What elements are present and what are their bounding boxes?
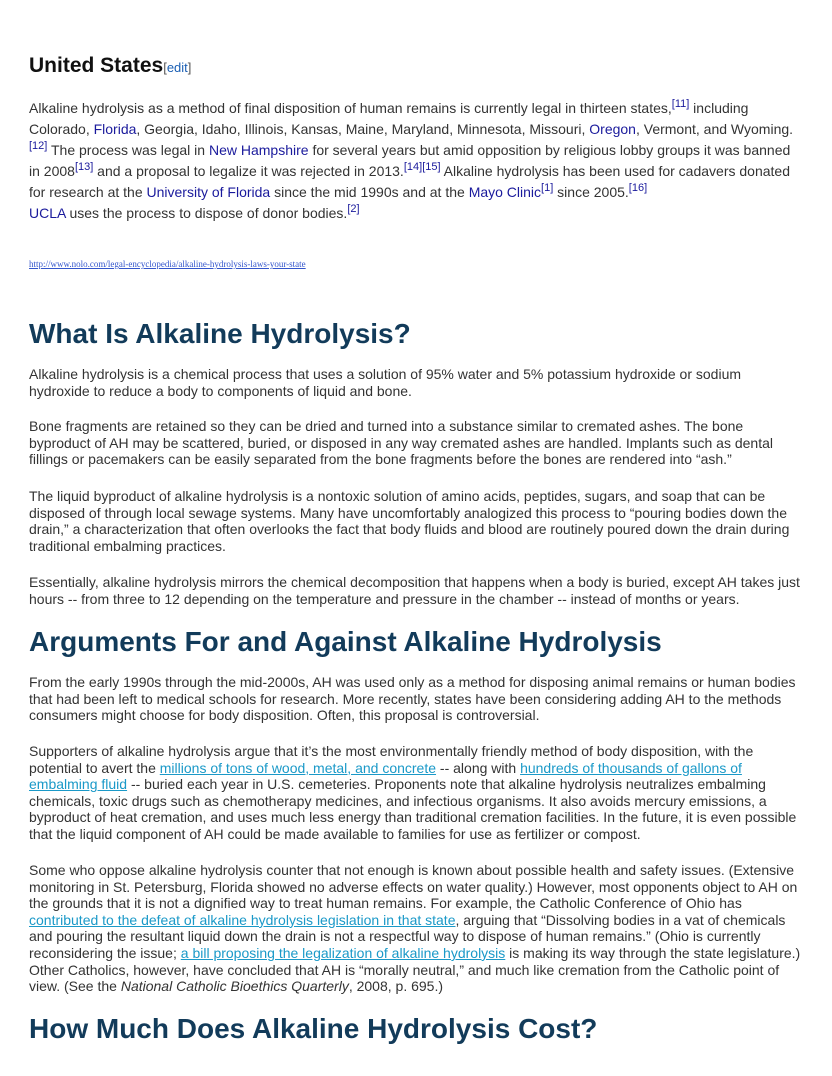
citation-14[interactable]: [14] xyxy=(403,161,423,173)
args-paragraph-1: From the early 1990s through the mid-2000s, AH was used only as a method for disposing animal remains or human bodies that had been left to medical schools for research. More recently, states have been considering adding AH to the methods consumers might choose for body disposition. Often, this proposal is controversial. xyxy=(29,674,796,724)
what-paragraph-2: Bone fragments are retained so they can be dried and turned into a substance similar to cremated ashes. The bone byproduct of AH may be scattered, buried, or disposed in any way cremated ashes are handled. Implants such as dental fillings or pacemakers can be easily separated from the bone fragments before the bones are rendered into “ash.” xyxy=(29,418,773,468)
what-paragraph-4: Essentially, alkaline hydrolysis mirrors the chemical decomposition that happens when a body is buried, except AH takes just hours -- from three to 12 depending on the temperature and pressure in the chamber -- instead of months or years. xyxy=(29,574,800,607)
citation-15[interactable]: [15] xyxy=(422,161,441,173)
link-millions-of-tons[interactable]: millions of tons of wood, metal, and concrete xyxy=(159,759,437,776)
journal-title: National Catholic Bioethics Quarterly xyxy=(120,978,349,995)
link-ucla[interactable]: UCLA xyxy=(29,205,66,221)
united-states-paragraph: Alkaline hydrolysis as a method of final disposition of human remains is currently legal in thirteen states,[11] including Colorado, Florida, Georgia, Idaho, Illinois, Kansas, Maine, Maryland, Minnesota, Missouri, Oregon, Vermont, and Wyoming.[12] The process was legal in New Hampshire for several years but amid opposition by religious lobby groups it was banned in 2008[13] and a proposal to legalize it was rejected in 2013.[14][15] Alkaline hydrolysis has been used for cadavers donated for research at the University of Florida since the mid 1990s and at the Mayo Clinic[1] since 2005.[16] UCLA uses the process to dispose of donor bodies.[2] xyxy=(29,98,794,221)
citation-11[interactable]: [11] xyxy=(671,98,690,110)
source-url-link[interactable]: http://www.nolo.com/legal-encyclopedia/alkaline-hydrolysis-laws-your-state xyxy=(29,259,306,269)
citation-1[interactable]: [1] xyxy=(541,182,554,194)
what-paragraph-1: Alkaline hydrolysis is a chemical process that uses a solution of 95% water and 5% potassium hydroxide or sodium hydroxide to reduce a body to components of liquid and bone. xyxy=(29,366,742,399)
heading-what-is-alkaline-hydrolysis: What Is Alkaline Hydrolysis? xyxy=(29,318,411,349)
citation-16[interactable]: [16] xyxy=(628,182,648,194)
link-new-hampshire[interactable]: New Hampshire xyxy=(208,142,309,158)
args-paragraph-3: Some who oppose alkaline hydrolysis counter that not enough is known about possible health and safety issues. (Extensive monitoring in St. Petersburg, Florida showed no adverse effects on water quality.) However, most opponents object to AH on the grounds that it is not a dignified way to treat human remains. For example, the Catholic Conference of Ohio has contributed to the defeat of alkaline hydrolysis legislation in that state, arguing that “Dissolving bodies in a vat of chemicals and pouring the resultant liquid down the drain is not a respectful way to dispose of human remains.” (Ohio is currently reconsidering the issue; a bill proposing the legalization of alkaline hydrolysis is making its way through the state legislature.) Other Catholics, however, have concluded that AH is “morally neutral,” and much like cremation from the Catholic point of view. (See the National Catholic Bioethics Quarterly, 2008, p. 695.) xyxy=(29,862,801,995)
link-gallons-embalming-fluid[interactable]: hundreds of thousands of gallons of embalming fluid xyxy=(29,759,742,793)
what-paragraph-3: The liquid byproduct of alkaline hydrolysis is a nontoxic solution of amino acids, peptides, sugars, and soap that can be disposed of through local sewage systems. Many have uncomfortably analogized this process to “pouring bodies down the drain,” a characterization that often overlooks the fact that body fluids and blood are routinely poured down the drain during traditional embalming practices. xyxy=(29,488,790,554)
link-bill-legalization[interactable]: a bill proposing the legalization of alkaline hydrolysis xyxy=(180,944,506,961)
edit-section: [edit] xyxy=(163,60,192,75)
args-paragraph-2: Supporters of alkaline hydrolysis argue that it’s the most environmentally friendly method of body disposition, with the potential to avert the millions of tons of wood, metal, and concrete -- along with hundreds of thousands of gallons of embalming fluid -- buried each year in U.S. cemeteries. Proponents note that alkaline hydrolysis neutralizes embalming chemicals, toxic drugs such as chemotherapy medicines, and infectious organisms. It also avoids mercury emissions, a byproduct of heat cremation, and uses much less energy than traditional cremation facilities. In the future, it is even possible that the liquid component of AH could be made available to families for use as fertilizer or compost. xyxy=(29,743,797,842)
edit-link[interactable]: edit xyxy=(166,60,188,75)
heading-arguments: Arguments For and Against Alkaline Hydrolysis xyxy=(29,626,662,657)
link-oregon[interactable]: Oregon xyxy=(589,121,636,137)
section-heading-united-states: United States[edit] xyxy=(29,54,192,77)
citation-13[interactable]: [13] xyxy=(74,161,94,173)
link-florida[interactable]: Florida xyxy=(93,121,137,137)
heading-cost: How Much Does Alkaline Hydrolysis Cost? xyxy=(29,1013,598,1044)
citation-2[interactable]: [2] xyxy=(347,203,360,215)
link-mayo-clinic[interactable]: Mayo Clinic xyxy=(468,184,542,200)
link-defeat-legislation[interactable]: contributed to the defeat of alkaline hydrolysis legislation in that state xyxy=(29,911,456,928)
link-university-of-florida[interactable]: University of Florida xyxy=(146,184,271,200)
citation-12[interactable]: [12] xyxy=(29,140,48,152)
